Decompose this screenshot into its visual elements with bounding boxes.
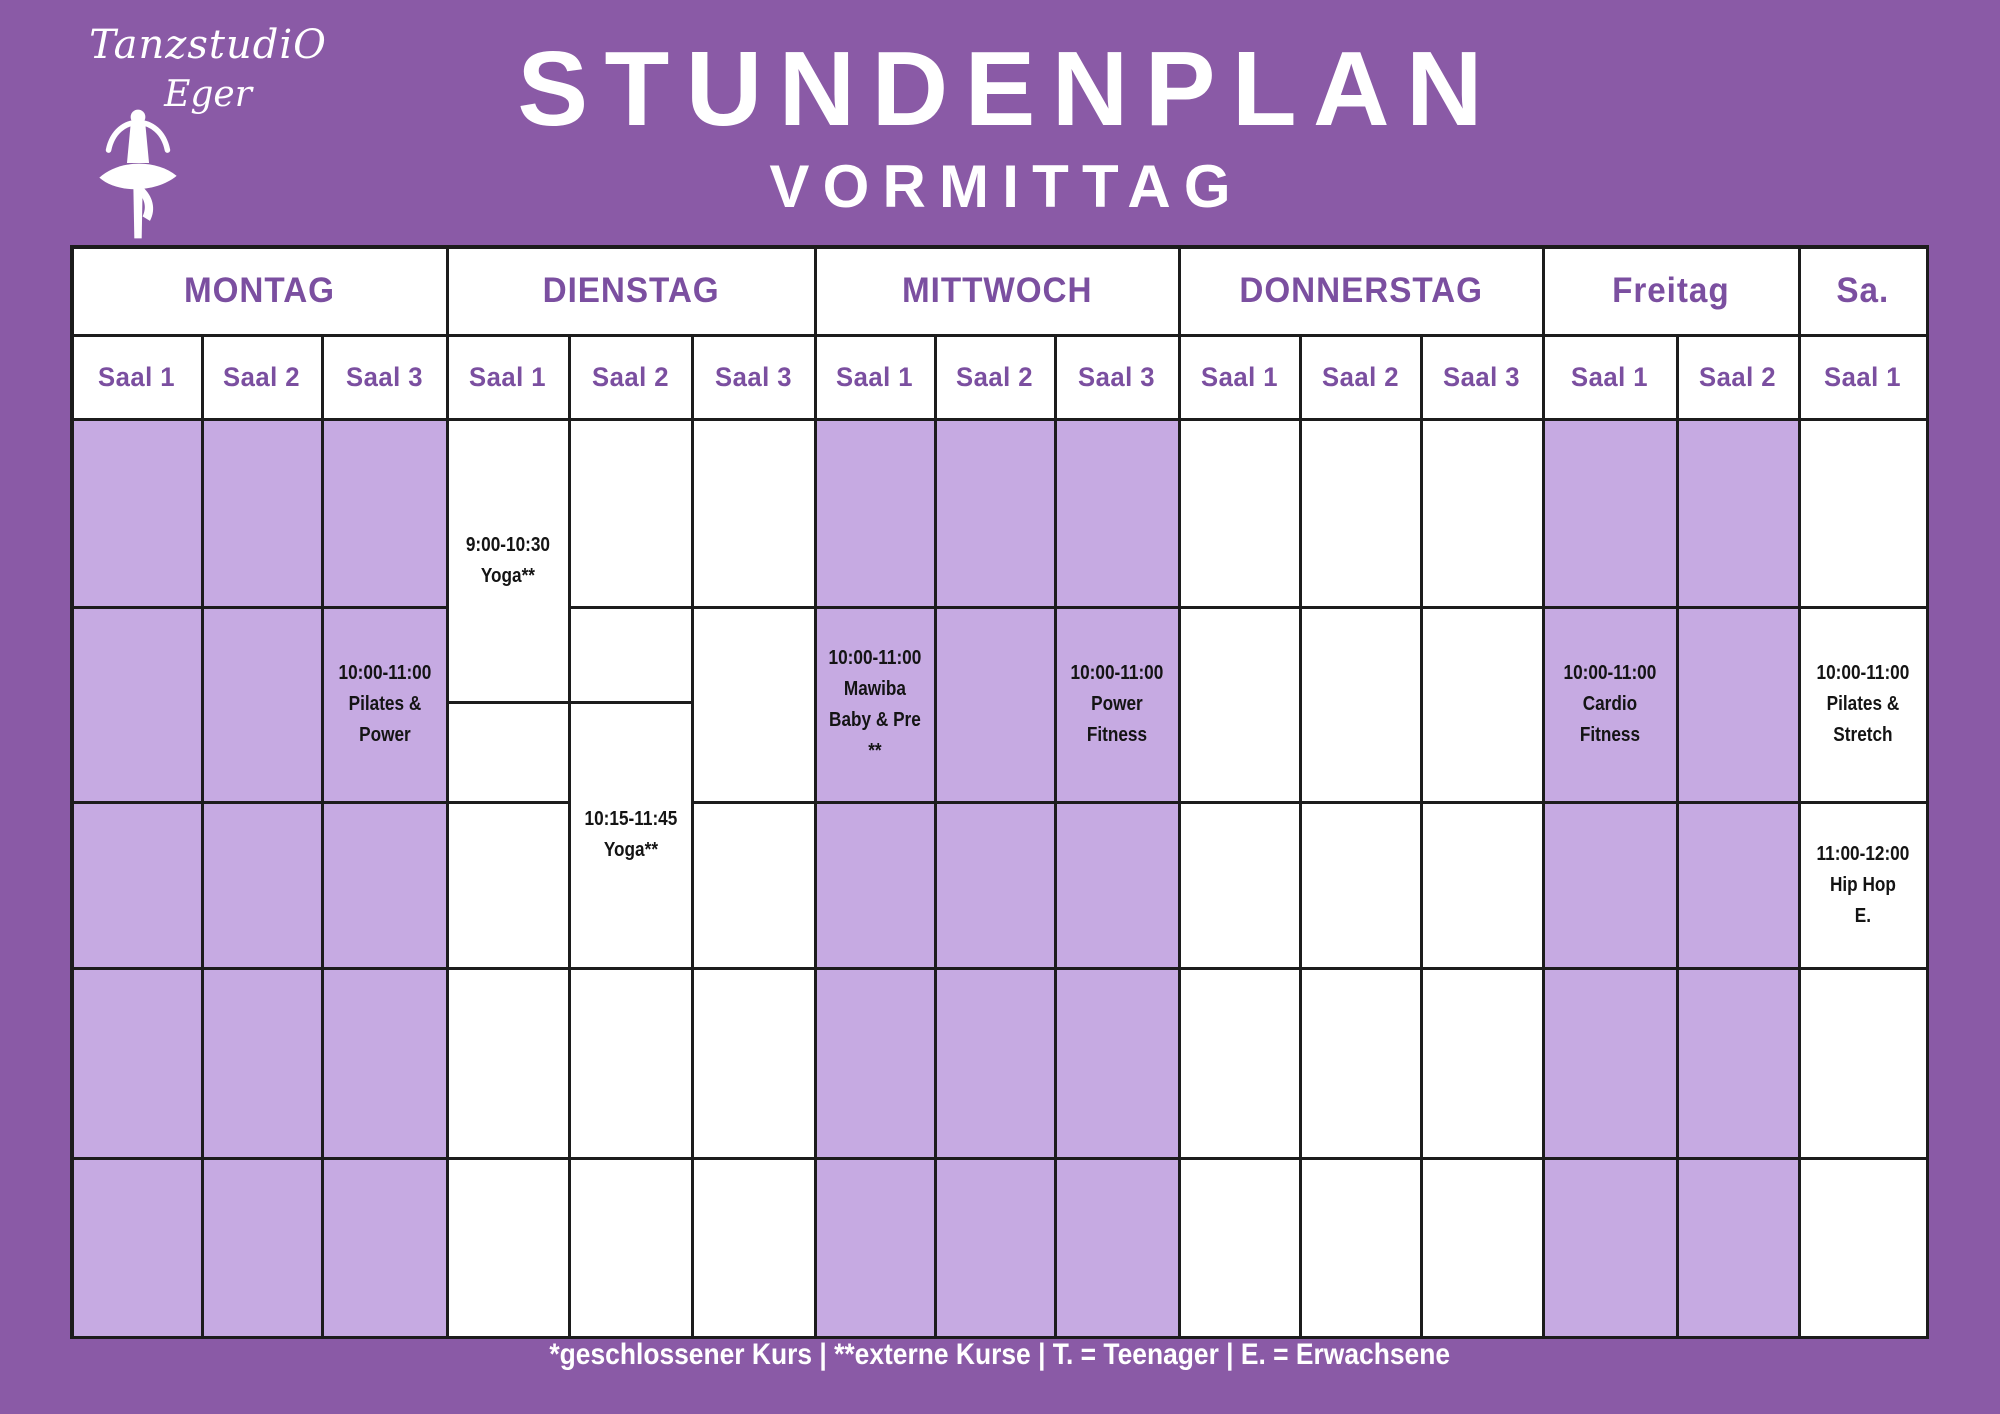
saal-header-label: Saal 1 [836, 361, 914, 392]
timetable-cell [74, 609, 201, 801]
day-header-cell [1545, 249, 1798, 334]
class-name-line: Pilates & [1826, 693, 1900, 715]
saal-header-cell [324, 337, 446, 418]
class-block [584, 804, 677, 866]
timetable-cell [204, 609, 321, 801]
timetable-cell [324, 804, 446, 967]
saal-header-cell [1181, 337, 1299, 418]
saal-header-label: Saal 3 [345, 361, 424, 392]
timetable-cell [204, 804, 321, 967]
logo-name-top: TanzstudiO [89, 22, 327, 68]
saal-header-cell [571, 337, 691, 418]
class-time: 10:00-11:00 [828, 646, 922, 669]
timetable [70, 245, 1929, 1339]
timetable-cell [1545, 970, 1676, 1157]
saal-header-cell [1545, 337, 1676, 418]
saal-header-label: Saal 3 [1443, 361, 1521, 392]
timetable-cell [1057, 421, 1178, 606]
timetable-cell [449, 704, 568, 801]
saal-header-label: Saal 2 [1699, 361, 1777, 392]
timetable-cell [324, 970, 446, 1157]
saal-header-cell [74, 337, 201, 418]
day-header-label: DONNERSTAG [1239, 271, 1483, 310]
saal-header-cell [1057, 337, 1178, 418]
timetable-cell [571, 609, 691, 701]
timetable-cell [1423, 970, 1542, 1157]
day-header-label: Sa. [1836, 271, 1890, 310]
class-name-line: Hip Hop [1830, 873, 1896, 896]
class-time: 11:00-12:00 [1816, 842, 1910, 865]
day-header-label: MITTWOCH [901, 271, 1093, 310]
class-name-line: Mawiba [843, 677, 907, 700]
class-name-line: ** [868, 739, 882, 762]
saal-header-cell [204, 337, 321, 418]
timetable-cell [204, 1160, 321, 1336]
timetable-cell [1545, 1160, 1676, 1336]
timetable-cell [571, 970, 691, 1157]
timetable-cell [74, 421, 201, 606]
timetable-cell [324, 609, 446, 801]
day-header-cell [817, 249, 1178, 334]
footer-legend [0, 1338, 2000, 1372]
saal-header-label: Saal 1 [1571, 361, 1649, 392]
timetable-cell [1302, 609, 1420, 801]
saal-header-cell [937, 337, 1054, 418]
timetable-cell [1545, 804, 1676, 967]
timetable-cell [817, 609, 934, 801]
saal-header-cell [1302, 337, 1420, 418]
class-name-line: E. [1854, 904, 1872, 927]
class-name-line: Yoga** [480, 564, 536, 587]
saal-header-label: Saal 2 [223, 361, 301, 392]
timetable-cell [1679, 609, 1798, 801]
class-time: 9:00-10:30 [465, 533, 551, 556]
class-time: 10:00-11:00 [338, 662, 431, 684]
timetable-cell [571, 421, 691, 606]
timetable-cell [937, 421, 1054, 606]
day-header-cell [449, 249, 814, 334]
timetable-cell [1423, 421, 1542, 606]
timetable-cell [1181, 421, 1299, 606]
day-header-label: MONTAG [184, 271, 335, 310]
timetable-cell [449, 1160, 568, 1336]
timetable-cell [324, 421, 446, 606]
timetable-cell [1181, 804, 1299, 967]
saal-header-cell [1679, 337, 1798, 418]
class-block [1071, 658, 1164, 751]
class-name-line: Fitness [1579, 724, 1641, 746]
class-name-line: Power [358, 724, 411, 746]
saal-header-label: Saal 1 [469, 361, 547, 392]
class-time: 10:00-11:00 [1070, 662, 1164, 684]
timetable-cell [1181, 609, 1299, 801]
timetable-cell [1545, 421, 1676, 606]
saal-header-label: Saal 2 [1321, 361, 1400, 392]
timetable-cell [1679, 1160, 1798, 1336]
timetable-cell [1801, 609, 1926, 801]
timetable-cell [817, 804, 934, 967]
timetable-cell [694, 421, 814, 606]
timetable-cell [1423, 1160, 1542, 1336]
timetable-cell [1801, 1160, 1926, 1336]
saal-header-label: Saal 1 [1200, 361, 1279, 392]
timetable-cell [449, 804, 568, 967]
saal-header-label: Saal 2 [591, 361, 670, 392]
class-time: 10:15-11:45 [584, 808, 677, 830]
timetable-cell [1801, 804, 1926, 967]
timetable-cell [1679, 804, 1798, 967]
timetable-cell [1423, 804, 1542, 967]
timetable-cell [1302, 970, 1420, 1157]
timetable-cell [937, 1160, 1054, 1336]
timetable-cell [1801, 421, 1926, 606]
saal-header-cell [1423, 337, 1542, 418]
class-block [829, 643, 922, 767]
class-block [1817, 658, 1910, 751]
timetable-cell [74, 1160, 201, 1336]
timetable-cell [694, 609, 814, 801]
class-time: 10:00-11:00 [1816, 662, 1910, 684]
timetable-cell [1679, 421, 1798, 606]
saal-header-label: Saal 2 [956, 361, 1034, 392]
day-header-cell [1181, 249, 1542, 334]
saal-header-cell [449, 337, 568, 418]
class-time: 10:00-11:00 [1563, 662, 1657, 684]
timetable-cell [204, 421, 321, 606]
timetable-cell [571, 1160, 691, 1336]
timetable-cell [449, 421, 568, 701]
timetable-cell [817, 970, 934, 1157]
timetable-cell [937, 804, 1054, 967]
class-name-line: Baby & Pre [829, 708, 921, 731]
saal-header-label: Saal 3 [714, 361, 793, 392]
footer-legend-text: *geschlossener Kurs | **externe Kurse | T. = Teenager | E. = Erwachsene [549, 1338, 1451, 1371]
timetable-cell [937, 609, 1054, 801]
timetable-cell [74, 970, 201, 1157]
saal-header-label: Saal 1 [98, 361, 176, 392]
day-header-cell [74, 249, 446, 334]
page-subtitle: VORMITTAG [769, 153, 1244, 220]
timetable-cell [74, 804, 201, 967]
class-name-line: Yoga** [603, 839, 658, 861]
timetable-cell [1801, 970, 1926, 1157]
timetable-cell [1181, 970, 1299, 1157]
timetable-cell [694, 1160, 814, 1336]
timetable-cell [1057, 970, 1178, 1157]
saal-header-cell [694, 337, 814, 418]
saal-header-label: Saal 1 [1824, 361, 1902, 392]
logo-name-bottom: Eger [164, 74, 252, 115]
page-title: STUNDENPLAN [517, 30, 1500, 148]
timetable-cell [324, 1160, 446, 1336]
timetable-cell [1057, 804, 1178, 967]
timetable-cell [1057, 1160, 1178, 1336]
saal-header-label: Saal 3 [1078, 361, 1156, 392]
class-name-line: Fitness [1086, 724, 1148, 746]
class-block [1564, 658, 1657, 751]
timetable-cell [694, 804, 814, 967]
timetable-cell [449, 970, 568, 1157]
day-header-label: DIENSTAG [542, 271, 720, 310]
timetable-cell [1679, 970, 1798, 1157]
class-block [338, 658, 431, 751]
timetable-cell [1302, 421, 1420, 606]
timetable-cell [571, 704, 691, 967]
timetable-cell [1302, 804, 1420, 967]
timetable-cell [204, 970, 321, 1157]
class-name-line: Power [1091, 693, 1143, 715]
day-header-cell [1801, 249, 1926, 334]
timetable-cell [1057, 609, 1178, 801]
timetable-cell [1423, 609, 1542, 801]
timetable-cell [817, 421, 934, 606]
saal-header-cell [1801, 337, 1926, 418]
timetable-cell [1181, 1160, 1299, 1336]
timetable-cell [937, 970, 1054, 1157]
class-name-line: Pilates & [348, 693, 421, 715]
class-block [1817, 839, 1910, 932]
day-header-label: Freitag [1612, 271, 1730, 310]
class-block [466, 530, 550, 592]
timetable-cell [817, 1160, 934, 1336]
timetable-cell [1302, 1160, 1420, 1336]
timetable-cell [1545, 609, 1676, 801]
timetable-cell [694, 970, 814, 1157]
saal-header-cell [817, 337, 934, 418]
class-name-line: Cardio [1582, 693, 1638, 715]
class-name-line: Stretch [1833, 724, 1893, 746]
